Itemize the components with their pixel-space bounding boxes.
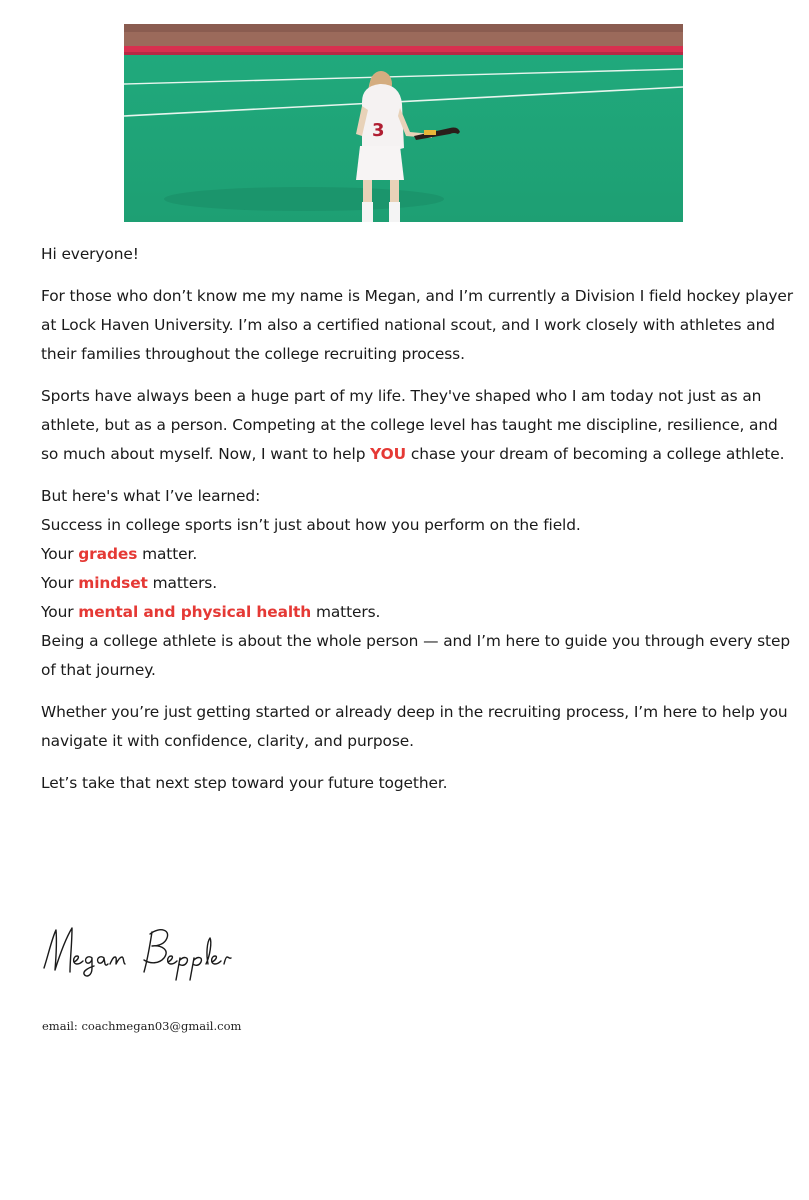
health-suffix: matters. [311,603,381,621]
your-word: Your [41,574,74,592]
sports-text-after: chase your dream of becoming a college athlete. [406,445,785,463]
sports-text-before: Sports have always been a huge part of my life. They've shaped who I am today not just as an athlete, but as a person. Competing at the college level has taught me discipline, resilience, and so much about myself. Now, I want to help [41,387,778,463]
grades-highlight: grades [78,545,138,563]
grades-line [41,540,793,569]
contact-email: email: coachmegan03@gmail.com [42,1019,242,1033]
sports-paragraph [41,382,793,469]
your-word: Your [41,603,74,621]
intro-paragraph: For those who don’t know me my name is Megan, and I’m currently a Division I field hockey player at Lock Haven University. I’m also a certified national scout, and I work closely with athletes and their families throughout the college recruiting process. [41,287,793,363]
handwritten-signature [40,918,300,982]
navigate-paragraph: Whether you’re just getting started or already deep in the recruiting process, I’m here to help you navigate it with confidence, clarity, and purpose. [41,703,788,750]
jersey-number: 3 [372,120,385,141]
hero-photo [124,24,683,222]
mindset-highlight: mindset [78,574,148,592]
you-highlight: YOU [370,445,407,463]
grades-suffix: matter. [137,545,198,563]
signature-drawing [40,918,300,982]
field-hockey-player-image [124,24,683,222]
learned-line: Success in college sports isn’t just about how you perform on the field. [41,516,581,534]
mindset-suffix: matters. [147,574,218,592]
learned-intro: But here's what I’ve learned: [41,487,261,505]
whole-person-line: Being a college athlete is about the whole person — and I’m here to guide you through every step of that journey. [41,632,791,679]
health-highlight: mental and physical health [78,603,312,621]
letter-body [41,240,793,798]
health-line [41,598,793,627]
closing-line: Let’s take that next step toward your future together. [41,774,448,792]
mindset-line [41,569,793,598]
your-word: Your [41,545,74,563]
greeting: Hi everyone! [41,245,139,263]
